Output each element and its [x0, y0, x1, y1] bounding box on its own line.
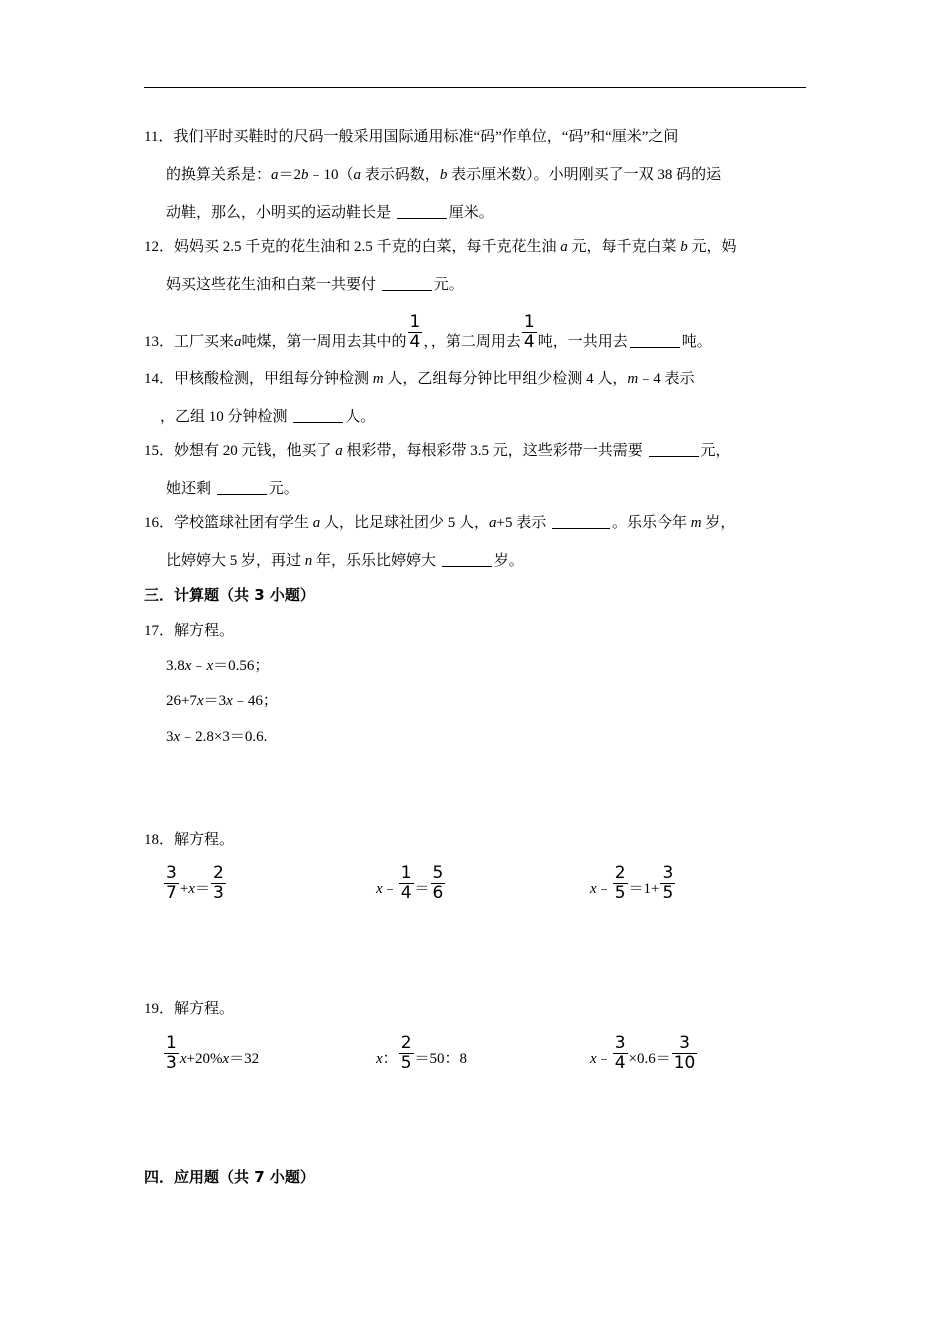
- section-heading-calculation: 三．计算题（共 3 小题）: [144, 586, 315, 604]
- q17-equation-1: 3.8x﹣x＝0.56；: [166, 658, 270, 674]
- q11-line3: 动鞋，那么，小明买的运动鞋长是 厘米。: [166, 205, 494, 221]
- q14-line2: ，乙组 10 分钟检测 人。: [160, 409, 376, 425]
- answer-blank[interactable]: [217, 480, 267, 495]
- answer-blank[interactable]: [397, 204, 447, 219]
- fraction: $\frac{2}{3}$: [212, 863, 224, 903]
- q14-line1: 14．甲核酸检测，甲组每分钟检测 m 人，乙组每分钟比甲组少检测 4 人，m﹣4 表示: [144, 371, 695, 387]
- answer-blank[interactable]: [630, 333, 680, 348]
- q12-line1: 12．妈妈买 2.5 千克的花生油和 2.5 千克的白菜，每千克花生油 a 元，每千克白菜 b 元，妈: [144, 239, 737, 255]
- fraction: $\frac{3}{4}$: [614, 1033, 626, 1073]
- fraction: $\frac{3}{10}$: [673, 1033, 696, 1073]
- fraction: $\frac{1}{4}$: [400, 863, 412, 903]
- q19-equation-2: x ： $\frac{2}{5}$ ＝50：8: [376, 1033, 468, 1073]
- q17-equation-2: 26+7x＝3x﹣46；: [166, 693, 278, 709]
- answer-blank[interactable]: [649, 442, 699, 457]
- fraction: $\frac{5}{6}$: [432, 863, 444, 903]
- q12-line2: 妈买这些花生油和白菜一共要付 元。: [166, 277, 464, 293]
- q16-line1: 16．学校篮球社团有学生 a 人，比足球社团少 5 人，a+5 表示 。乐乐今年 m 岁，: [144, 515, 736, 531]
- q17-equation-3: 3x﹣2.8×3＝0.6.: [166, 729, 268, 745]
- q19-equation-1: $\frac{1}{3}$ x +20% x ＝32: [166, 1033, 260, 1073]
- answer-blank[interactable]: [552, 514, 610, 529]
- q19-title: 19．解方程。: [144, 1001, 235, 1017]
- fraction: $\frac{1}{3}$: [166, 1033, 177, 1073]
- fraction: $\frac{3}{7}$: [166, 863, 177, 903]
- q18-equation-2: x ﹣ $\frac{1}{4}$ ＝ $\frac{5}{6}$: [376, 863, 444, 903]
- fraction: $\frac{2}{5}$: [400, 1033, 412, 1073]
- q17-title: 17．解方程。: [144, 623, 235, 639]
- q11-line1: 11．我们平时买鞋时的尺码一般采用国际通用标准“码”作单位，“码”和“厘米”之间: [144, 129, 679, 145]
- fraction: $\frac{3}{5}$: [662, 863, 674, 903]
- section-heading-application: 四．应用题（共 7 小题）: [144, 1168, 315, 1186]
- q18-title: 18．解方程。: [144, 832, 235, 848]
- answer-blank[interactable]: [293, 408, 343, 423]
- q11-line2: 的换算关系是：a＝2b﹣10（a 表示码数，b 表示厘米数）。小明刚买了一双 38 码的运: [166, 167, 722, 183]
- answer-blank[interactable]: [382, 276, 432, 291]
- q18-equation-1: $\frac{3}{7}$ + x ＝ $\frac{2}{3}$: [166, 863, 224, 903]
- fraction: $\frac{1}{4}$: [409, 312, 421, 352]
- answer-blank[interactable]: [442, 552, 492, 567]
- q16-line2: 比婷婷大 5 岁，再过 n 年，乐乐比婷婷大 岁。: [166, 553, 524, 569]
- q15-line2: 她还剩 元。: [166, 481, 299, 497]
- header-rule: [144, 87, 806, 88]
- fraction: $\frac{2}{5}$: [614, 863, 626, 903]
- q19-equation-3: x ﹣ $\frac{3}{4}$ ×0.6＝ $\frac{3}{10}$: [590, 1033, 696, 1073]
- q18-equation-3: x ﹣ $\frac{2}{5}$ ＝1+ $\frac{3}{5}$: [590, 863, 674, 903]
- q15-line1: 15．妙想有 20 元钱，他买了 a 根彩带，每根彩带 3.5 元，这些彩带一共需要 元，: [144, 443, 731, 459]
- q13-line: 13．工厂买来a吨煤，第一周用去其中的 $\frac{1}{4}$ ，，第二周用去 $\frac{1}{4}$ 吨，一共用去 吨。: [144, 312, 712, 352]
- fraction: $\frac{1}{4}$: [523, 312, 535, 352]
